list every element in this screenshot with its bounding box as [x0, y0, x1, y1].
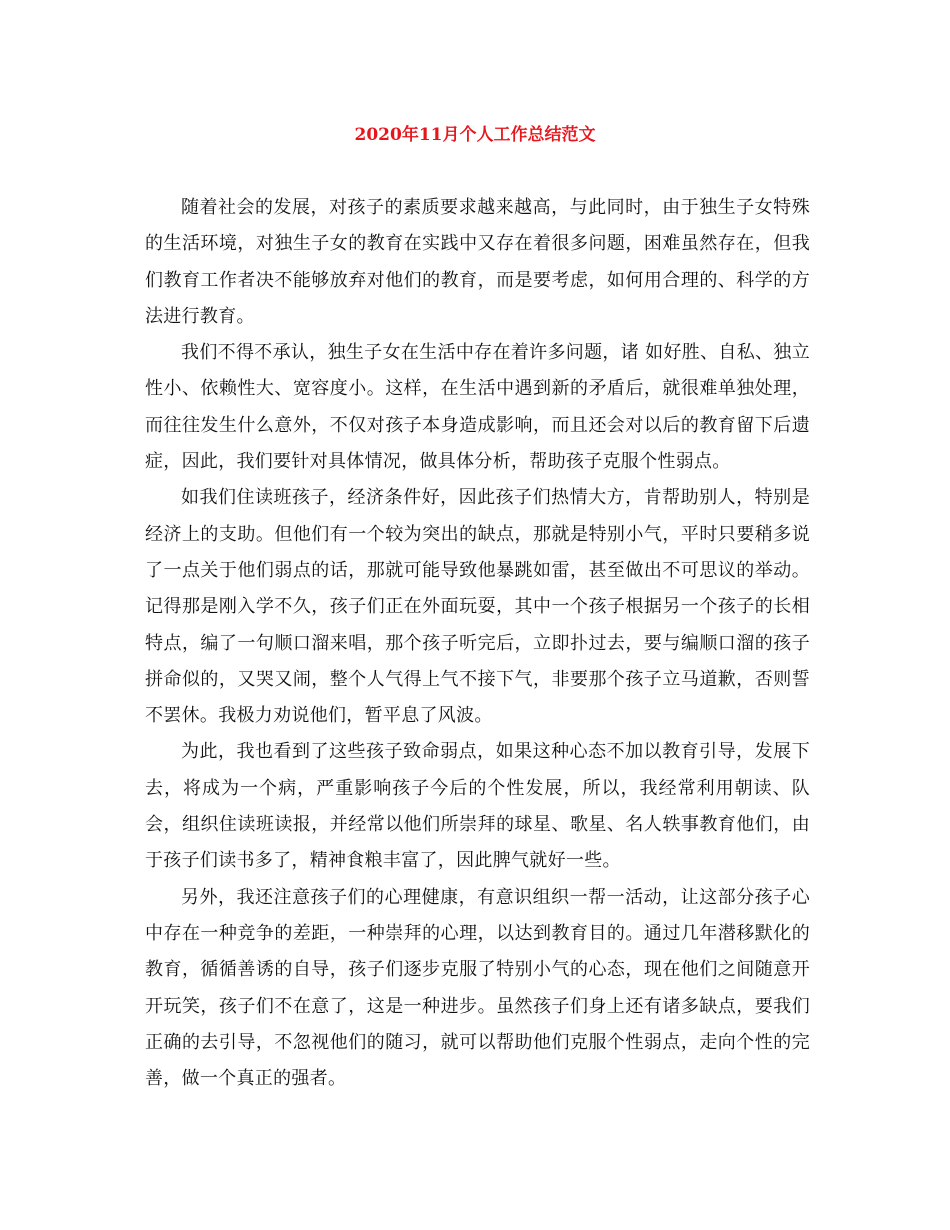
paragraph-4: 为此，我也看到了这些孩子致命弱点，如果这种心态不加以教育引导，发展下去，将成为一个病，严重影响孩子今后的个性发展，所以，我经常利用朝读、队会，组织住读班读报，并经常以他们所崇拜的球星、歌星、名人轶事教育他们，由于孩子们读书多了，精神食粮丰富了，因此脾气就好一些。: [145, 741, 810, 872]
paragraph-3: 如我们住读班孩子，经济条件好，因此孩子们热情大方，肯帮助别人，特别是经济上的支助。但他们有一个较为突出的缺点，那就是特别小气，平时只要稍多说了一点关于他们弱点的话，那就可能导致他暴跳如雷，甚至做出不可思议的举动。记得那是刚入学不久，孩子们正在外面玩耍，其中一个孩子根据另一个孩子的长相特点，编了一句顺口溜来唱，那个孩子听完后，立即扑过去，要与编顺口溜的孩子拼命似的，又哭又闹，整个人气得上气不接下气，非要那个孩子立马道歉，否则誓不罢休。我极力劝说他们，暂平息了风波。: [145, 487, 810, 727]
paragraph-1: 随着社会的发展，对孩子的素质要求越来越高，与此同时，由于独生子女特殊的生活环境，对独生子女的教育在实践中又存在着很多问题，困难虽然存在，但我们教育工作者决不能够放弃对他们的教育，而是要考虑，如何用合理的、科学的方法进行教育。: [145, 197, 810, 327]
paragraph-5: 另外，我还注意孩子们的心理健康，有意识组织一帮一活动，让这部分孩子心中存在一种竞争的差距，一种崇拜的心理，以达到教育目的。通过几年潜移默化的教育，循循善诱的自导，孩子们逐步克服了特别小气的心态，现在他们之间随意开开玩笑，孩子们不在意了，这是一种进步。虽然孩子们身上还有诸多缺点，要我们正确的去引导，不忽视他们的随习，就可以帮助他们克服个性弱点，走向个性的完善，做一个真正的强者。: [145, 886, 810, 1090]
document-title: 2020年11月个人工作总结范文: [354, 125, 596, 145]
paragraph-2: 我们不得不承认，独生子女在生活中存在着许多问题，诸 如好胜、自私、独立性小、依赖性大、宽容度小。这样，在生活中遇到新的矛盾后，就很难单独处理，而往往发生什么意外，不仅对孩子本身造成影响，而且还会对以后的教育留下后遗症，因此，我们要针对具体情况，做具体分析，帮助孩子克服个性弱点。: [145, 342, 810, 473]
document-body: [145, 190, 810, 1097]
